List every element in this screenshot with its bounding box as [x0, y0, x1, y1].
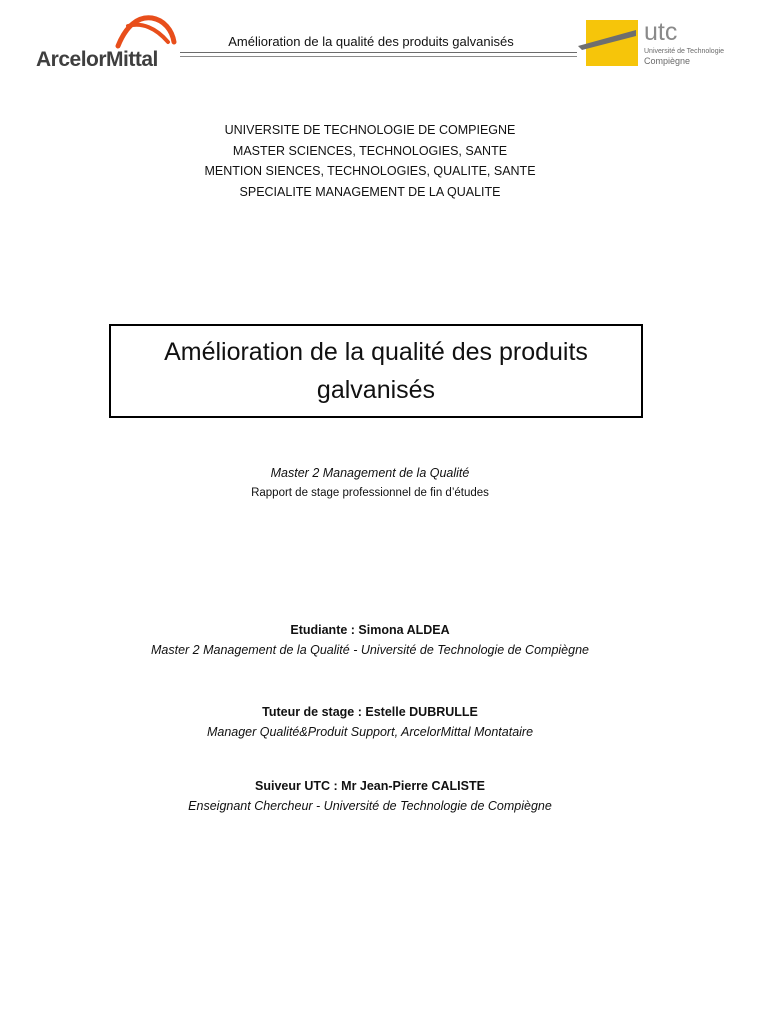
utc-wordmark: utc — [644, 18, 678, 46]
tutor-block — [0, 702, 740, 742]
university-block — [0, 120, 740, 202]
tutor-role: Manager Qualité&Produit Support, ArcelorMittal Montataire — [206, 725, 534, 739]
university-line: SPECIALITE MANAGEMENT DE LA QUALITE — [239, 184, 501, 199]
supervisor-name: Suiveur UTC : Mr Jean-Pierre CALISTE — [255, 779, 485, 793]
supervisor-role: Enseignant Chercheur - Université de Technologie de Compiègne — [188, 799, 552, 813]
tutor-name: Tuteur de stage : Estelle DUBRULLE — [262, 705, 478, 719]
utc-subtitle-line1: Université de Technologie — [644, 48, 725, 55]
program-subtitle: Master 2 Management de la Qualité — [270, 466, 470, 480]
report-title: Amélioration de la qualité des produits galvanisés — [164, 338, 588, 404]
utc-logo — [578, 20, 728, 70]
student-block — [0, 620, 740, 660]
running-header-title: Amélioration de la qualité des produits galvanisés — [228, 34, 514, 49]
university-line: MENTION SIENCES, TECHNOLOGIES, QUALITE, SANTE — [204, 164, 536, 178]
arcelormittal-swoosh-icon — [108, 12, 180, 50]
header-rule-secondary — [180, 56, 577, 57]
utc-emblem-icon — [578, 20, 648, 66]
report-type-subtitle: Rapport de stage professionnel de fin d’études — [251, 487, 489, 499]
supervisor-block — [0, 776, 740, 816]
student-role: Master 2 Management de la Qualité - Université de Technologie de Compiègne — [151, 643, 589, 657]
utc-subtitle-line2: Compiègne — [644, 56, 691, 66]
header-rule — [180, 52, 577, 53]
university-line: MASTER SCIENCES, TECHNOLOGIES, SANTE — [232, 143, 508, 158]
student-name: Etudiante : Simona ALDEA — [290, 623, 450, 637]
arcelormittal-wordmark: ArcelorMittal — [36, 48, 158, 71]
university-line: UNIVERSITE DE TECHNOLOGIE DE COMPIEGNE — [224, 123, 516, 137]
arcelormittal-logo — [34, 12, 164, 72]
report-title-box — [109, 324, 643, 418]
